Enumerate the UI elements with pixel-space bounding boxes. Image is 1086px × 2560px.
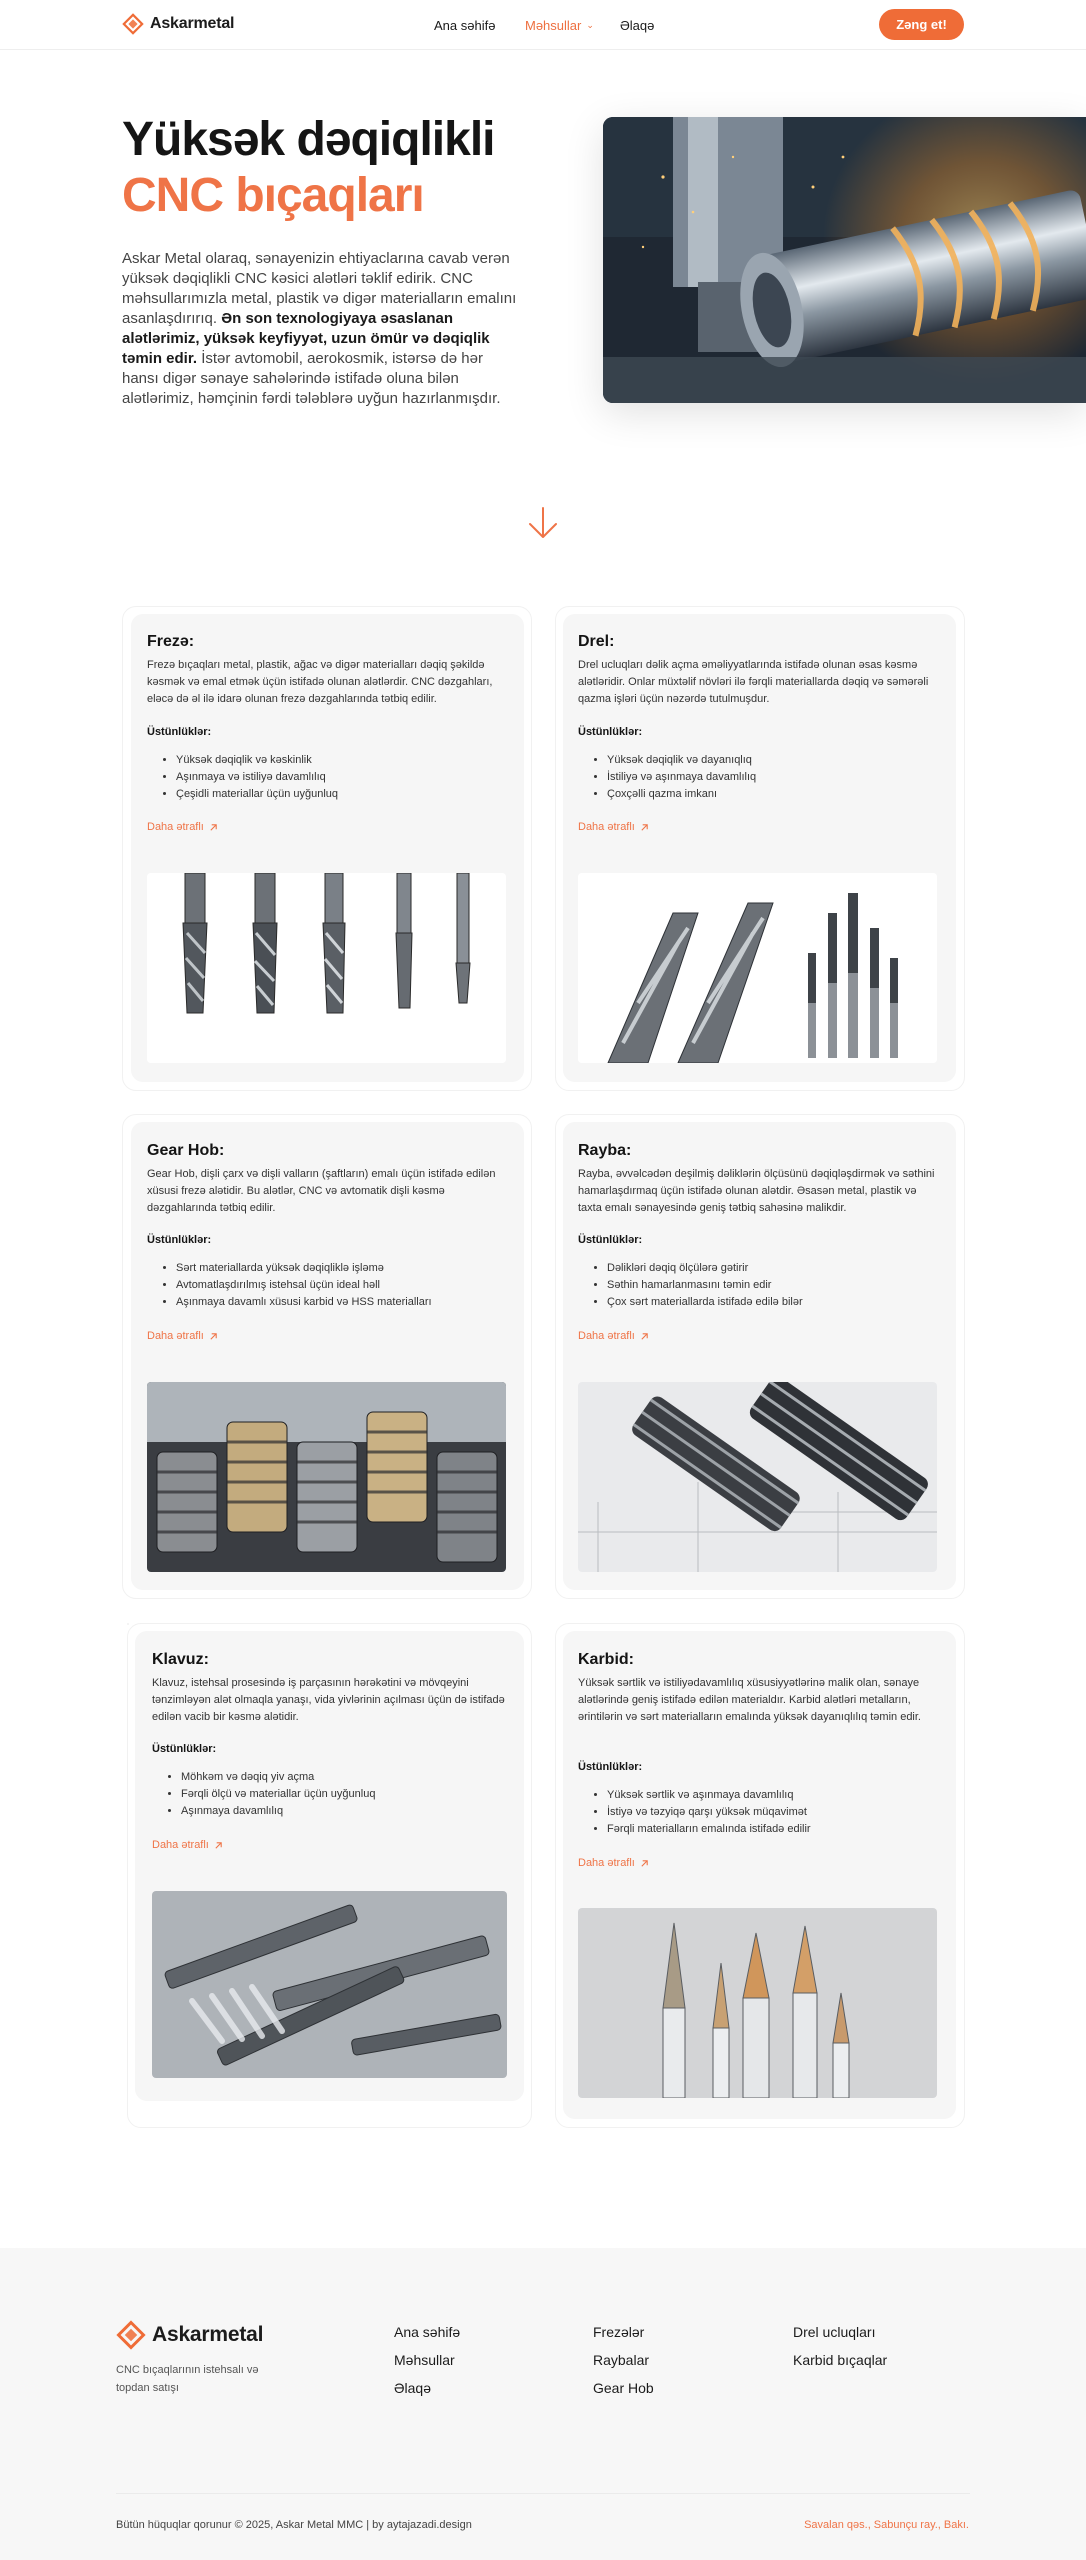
card-title: Klavuz: xyxy=(152,1651,209,1668)
list-item: • Sərt materiallarda yüksək dəqiqliklə işləmə xyxy=(176,1260,500,1277)
brand-name: Askarmetal xyxy=(150,15,235,32)
address-text: Savalan qəs., Sabunçu ray., Bakı. xyxy=(804,2519,969,2531)
end-mills-image xyxy=(147,873,506,1063)
list-item: • Yüksək dəqiqlik və kəskinlik xyxy=(176,752,500,769)
hero-image xyxy=(603,117,1086,403)
hero-desc-part2: İstər avtomobil, aerokosmik, istərsə də hər hansı digər sənaye sahələrində istifadə oluna bilən alətlərimiz, həmçinin fərdi tələblərə uyğun hazırlanmışdır. xyxy=(122,350,501,407)
site-footer xyxy=(0,2248,1086,2560)
footer-link-frezeler[interactable]: Frezələr xyxy=(593,2324,645,2340)
header-logo[interactable] xyxy=(122,13,234,35)
gear-hob-image xyxy=(147,1382,506,1572)
footer-link-raybalar[interactable]: Raybalar xyxy=(593,2352,650,2368)
arrow-down-icon[interactable] xyxy=(525,505,561,541)
more-link-label: Daha ətraflı xyxy=(578,821,635,833)
card-description: Yüksək sərtlik və istiliyədavamlılıq xüsusiyyətlərinə malik olan, sənaye alətlərində geniş istifadə edilən materialdır. Karbid alətləri metalların, ərintilərin və sərt materialların emalında yüksək dayanıqlılıq təmin edir. xyxy=(578,1677,921,1723)
card-advantages-list xyxy=(591,1787,931,1838)
footer-tagline: CNC bıçaqlarının istehsalı və topdan satışı xyxy=(116,2364,259,2394)
list-item: • Avtomatlaşdırılmış istehsal üçün ideal həll xyxy=(176,1277,500,1294)
reamers-image xyxy=(578,1382,937,1572)
footer-divider xyxy=(116,2493,970,2494)
arrow-up-right-icon xyxy=(640,1332,649,1341)
card-description: Rayba, əvvəlcədən deşilmiş dəliklərin ölçüsünü dəqiqləşdirmək və səthini hamarlaşdırmaq üçün istifadə olunan alətdir. Əsasən metal, plastik və taxta emalı sənayesində geniş tətbiq sahəsinə malikdir. xyxy=(578,1168,935,1214)
list-item: • Aşınmaya davamlı xüsusi karbid və HSS materialları xyxy=(176,1294,500,1311)
copyright-text: Bütün hüquqlar qorunur © 2025, Askar Metal MMC | by aytajazadi.design xyxy=(116,2519,472,2531)
more-link-label: Daha ətraflı xyxy=(152,1839,209,1851)
card-advantages-label: Üstünlüklər: xyxy=(578,1234,643,1246)
footer-link-drel[interactable]: Drel ucluqları xyxy=(793,2324,876,2340)
list-item: • Çoxçəlli qazma imkanı xyxy=(607,786,931,803)
footer-link-products[interactable]: Məhsullar xyxy=(394,2352,455,2368)
gear-hobs-image xyxy=(147,1382,506,1572)
hero-description xyxy=(122,249,522,409)
more-link-label: Daha ətraflı xyxy=(578,1330,635,1342)
nav-products[interactable] xyxy=(525,18,594,33)
cnc-spindle-image xyxy=(603,117,1086,403)
card-title: Karbid: xyxy=(578,1651,634,1668)
footer-link-gear-hob[interactable]: Gear Hob xyxy=(593,2380,654,2396)
card-advantages-list xyxy=(160,1260,500,1311)
card-title: Rayba: xyxy=(578,1142,632,1159)
askarmetal-logo-icon xyxy=(122,13,144,35)
drill-bits-image xyxy=(578,873,937,1063)
arrow-up-right-icon xyxy=(214,1841,223,1850)
card-title: Drel: xyxy=(578,633,615,650)
card-advantages-list xyxy=(165,1769,505,1820)
more-link[interactable] xyxy=(578,1857,649,1869)
hero-desc-part1: Askar Metal olaraq, sənayenizin ehtiyaclarına cavab verən yüksək dəqiqlikli CNC kəsici alətləri təklif edirik. CNC məhsullarımızla metal, plastik və digər materialların emalını asanlaşdırırıq. xyxy=(122,250,517,327)
more-link[interactable] xyxy=(152,1839,223,1851)
card-description: Klavuz, istehsal prosesində iş parçasının hərəkətini və mövqeyini tənzimləyən alət olmaqla yanaşı, vida yivlərinin açılması üçün də istifadə edilən vacib bir kəsmə alətidir. xyxy=(152,1677,505,1723)
list-item: • Yüksək sərtlik və aşınmaya davamlılıq xyxy=(607,1787,931,1804)
arrow-up-right-icon xyxy=(640,823,649,832)
product-card-outline xyxy=(127,1623,129,1625)
chevron-down-icon: ⌄ xyxy=(586,20,594,30)
list-item: • Çox sərt materiallarda istifadə edilə bilər xyxy=(607,1294,931,1311)
list-item: • Yüksək dəqiqlik və dayanıqlıq xyxy=(607,752,931,769)
call-button[interactable]: Zəng et! xyxy=(879,9,964,40)
card-description: Drel ucluqları dəlik açma əməliyyatlarında istifadə olunan əsas kəsmə alətləridir. Onlar müxtəlif növləri ilə fərqli materiallarda dəqiq və səmərəli qazma işləri üçün nəzərdə tutulmuşdur. xyxy=(578,659,929,705)
hero-title-line2: CNC bıçaqları xyxy=(122,169,424,222)
card-advantages-label: Üstünlüklər: xyxy=(147,726,212,738)
hero-title-line1: Yüksək dəqiqlikli xyxy=(122,113,495,166)
list-item: • Fərqli materialların emalında istifadə edilir xyxy=(607,1821,931,1838)
list-item: • Səthin hamarlanmasını təmin edir xyxy=(607,1277,931,1294)
more-link[interactable] xyxy=(147,1330,218,1342)
site-header xyxy=(0,0,1086,50)
footer-brand-name: Askarmetal xyxy=(152,2323,264,2346)
list-item: • Çeşidli materiallar üçün uyğunluq xyxy=(176,786,500,803)
arrow-up-right-icon xyxy=(209,823,218,832)
drel-image xyxy=(578,873,937,1063)
card-advantages-list xyxy=(160,752,500,803)
askarmetal-logo-icon xyxy=(116,2320,146,2350)
footer-link-karbid[interactable]: Karbid bıçaqlar xyxy=(793,2352,888,2368)
rayba-image xyxy=(578,1382,937,1572)
card-advantages-label: Üstünlüklər: xyxy=(578,1761,643,1773)
nav-home[interactable]: Ana səhifə xyxy=(434,18,496,33)
card-advantages-list xyxy=(591,752,931,803)
nav-products-label: Məhsullar xyxy=(525,18,582,33)
card-advantages-label: Üstünlüklər: xyxy=(578,726,643,738)
more-link[interactable] xyxy=(147,821,218,833)
hero-title xyxy=(122,112,494,224)
card-description: Gear Hob, dişli çarx və dişli valların (şaftların) emalı üçün istifadə edilən xüsusi frezə alətidir. Bu alətlər, CNC və avtomatik dişli kəsmə dəzgahlarında tətbiq edilir. xyxy=(147,1168,496,1214)
more-link[interactable] xyxy=(578,821,649,833)
more-link-label: Daha ətraflı xyxy=(147,1330,204,1342)
list-item: • Dəlikləri dəqiq ölçülərə gətirir xyxy=(607,1260,931,1277)
hero-desc-bold: Ən son texnologiyaya əsaslanan alətlərimiz, yüksək keyfiyyət, uzun ömür və dəqiqlik təmin edir. xyxy=(122,310,490,367)
footer-link-contact[interactable]: Əlaqə xyxy=(394,2380,432,2396)
taps-image xyxy=(152,1891,507,2078)
footer-link-home[interactable]: Ana səhifə xyxy=(394,2324,461,2340)
footer-logo[interactable] xyxy=(116,2320,263,2350)
karbid-image xyxy=(578,1908,937,2098)
card-title: Gear Hob: xyxy=(147,1142,225,1159)
list-item: • Möhkəm və dəqiq yiv açma xyxy=(181,1769,505,1786)
list-item: • İstiliyə və aşınmaya davamlılıq xyxy=(607,769,931,786)
card-title: Frezə: xyxy=(147,633,195,650)
more-link[interactable] xyxy=(578,1330,649,1342)
arrow-up-right-icon xyxy=(209,1332,218,1341)
more-link-label: Daha ətraflı xyxy=(147,821,204,833)
card-description: Frezə bıçaqları metal, plastik, ağac və digər materialları dəqiq şəkildə kəsmək və emal etmək üçün istifadə olunan alətlərdir. CNC dəzgahları, eləcə də əl ilə idarə olunan frezə dəzgahlarında tətbiq edilir. xyxy=(147,659,493,705)
nav-contact[interactable]: Əlaqə xyxy=(620,18,655,33)
carbide-tools-image xyxy=(578,1908,937,2098)
klavuz-image xyxy=(152,1891,507,2078)
card-advantages-list xyxy=(591,1260,931,1311)
arrow-up-right-icon xyxy=(640,1859,649,1868)
list-item: • Aşınmaya davamlılıq xyxy=(181,1803,505,1820)
list-item: • Fərqli ölçü və materiallar üçün uyğunluq xyxy=(181,1786,505,1803)
card-advantages-label: Üstünlüklər: xyxy=(147,1234,212,1246)
card-advantages-label: Üstünlüklər: xyxy=(152,1743,217,1755)
more-link-label: Daha ətraflı xyxy=(578,1857,635,1869)
list-item: • İstiyə və təzyiqə qarşı yüksək müqavimət xyxy=(607,1804,931,1821)
list-item: • Aşınmaya və istiliyə davamlılıq xyxy=(176,769,500,786)
freze-image xyxy=(147,873,506,1063)
